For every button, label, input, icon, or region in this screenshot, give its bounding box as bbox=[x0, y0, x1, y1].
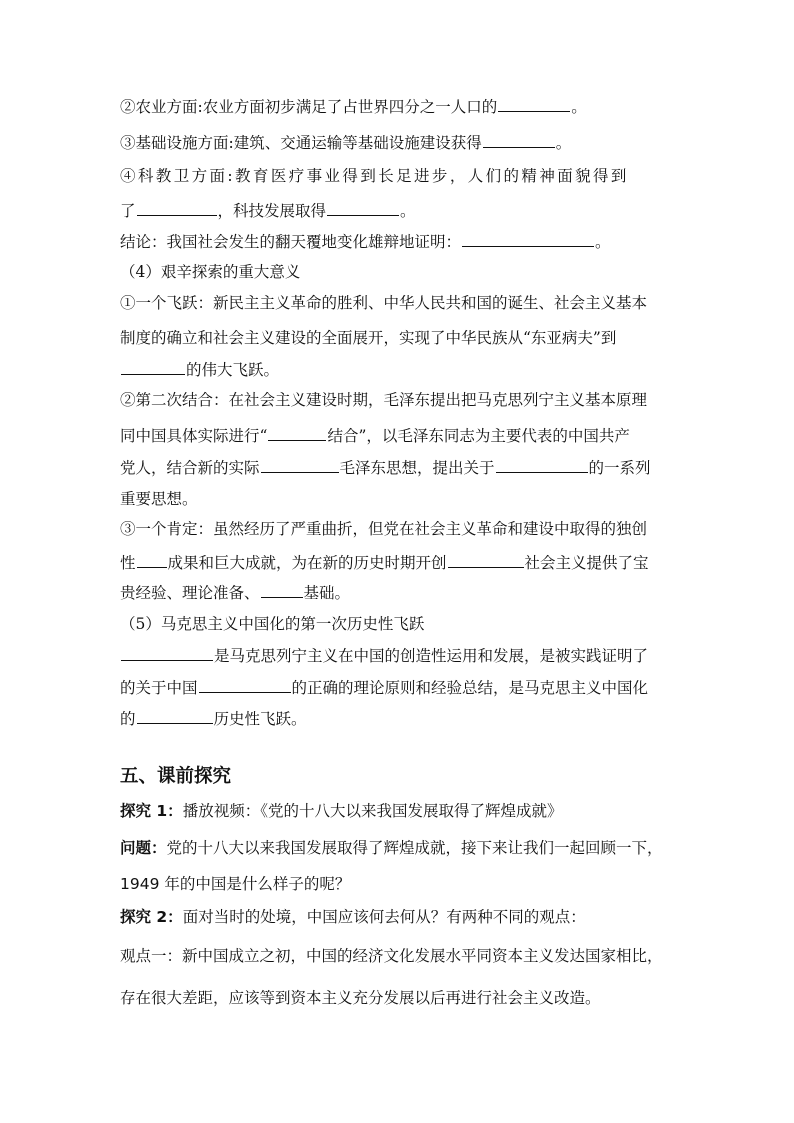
combination-line-4: 重要思想。 bbox=[120, 490, 198, 508]
punct: 。 bbox=[571, 98, 587, 116]
text: 了 bbox=[120, 202, 136, 220]
affirmation-line-2: 性 成果和巨大成就，为在新的历史时期开创 社会主义提供了宝 bbox=[120, 554, 649, 572]
explore-1-line bbox=[120, 801, 562, 821]
conclusion-line bbox=[120, 231, 611, 252]
blank-foundation bbox=[261, 582, 303, 598]
blank-china bbox=[199, 677, 291, 693]
explore-1-label: 探究 1： bbox=[120, 802, 183, 820]
blank-original bbox=[137, 552, 167, 568]
leap-line-1: ①一个飞跃：新民主主义革命的胜利、中华人民共和国的诞生、社会主义基本 bbox=[120, 294, 648, 312]
punct: 。 bbox=[400, 202, 416, 220]
blank-practice bbox=[261, 457, 339, 473]
blank-conclusion bbox=[462, 231, 594, 247]
affirmation-line-1: ③一个肯定：虽然经历了严重曲折，但党在社会主义革命和建设中取得的独创 bbox=[120, 520, 648, 538]
science-education-text: ④科教卫方面:教育医疗事业得到长足进步，人们的精神面貌得到 bbox=[120, 167, 629, 185]
first-leap-line-1: 是马克思列宁主义在中国的创造性运用和发展，是被实践证明了 bbox=[120, 645, 648, 666]
blank-leap bbox=[121, 359, 185, 375]
blank-historic bbox=[137, 708, 213, 724]
agriculture-line bbox=[120, 96, 587, 117]
blank-create bbox=[448, 552, 524, 568]
combination-line-3: 党人，结合新的实际 毛泽东思想，提出关于 的一系列 bbox=[120, 459, 651, 477]
infrastructure-line bbox=[120, 132, 571, 153]
blank-spirit bbox=[137, 200, 217, 216]
blank-agriculture bbox=[498, 96, 570, 112]
viewpoint-1-line-1: 观点一：新中国成立之初，中国的经济文化发展水平同资本主义发达国家相比， bbox=[120, 947, 663, 965]
blank-combination bbox=[268, 425, 326, 441]
section-4-title: （4）艰辛探索的重大意义 bbox=[120, 263, 301, 281]
blank-infrastructure bbox=[483, 132, 555, 148]
section-5-title: （5）马克思主义中国化的第一次历史性飞跃 bbox=[120, 615, 425, 633]
affirmation-line-3: 贵经验、理论准备、 基础。 bbox=[120, 584, 351, 602]
science-education-line bbox=[120, 166, 629, 186]
punct: 。 bbox=[555, 134, 572, 152]
question-label: 问题： bbox=[120, 839, 167, 857]
blank-mao-thought bbox=[121, 645, 213, 661]
combination-line-1: ②第二次结合：在社会主义建设时期，毛泽东提出把马克思列宁主义基本原理 bbox=[120, 391, 648, 409]
blank-about bbox=[496, 457, 588, 473]
explore-1-text: 播放视频：《党的十八大以来我国发展取得了辉煌成就》 bbox=[182, 802, 563, 820]
combination-line-2: 同中国具体实际进行“ 结合”，以毛泽东同志为主要代表的中国共产 bbox=[120, 427, 630, 445]
viewpoint-1-line-2: 存在很大差距，应该等到资本主义充分发展以后再进行社会主义改造。 bbox=[120, 989, 601, 1007]
leap-line-3: 的伟大飞跃。 bbox=[120, 359, 279, 380]
question-line-1: 问题：党的十八大以来我国发展取得了辉煌成就，接下来让我们一起回顾一下， bbox=[120, 839, 663, 857]
punct: 。 bbox=[595, 233, 611, 251]
conclusion-text: 结论：我国社会发生的翻天覆地变化雄辩地证明： bbox=[120, 233, 462, 251]
section-heading-pre-class-inquiry: 五、课前探究 bbox=[120, 766, 232, 787]
explore-2-line: 探究 2：面对当时的处境，中国应该何去何从？有两种不同的观点： bbox=[120, 908, 586, 926]
first-leap-line-2: 的关于中国 的正确的理论原则和经验总结，是马克思主义中国化 bbox=[120, 679, 649, 697]
question-line-2: 1949 年的中国是什么样子的呢？ bbox=[120, 875, 351, 893]
text: ，科技发展取得 bbox=[217, 202, 327, 220]
blank-tech bbox=[327, 200, 399, 216]
first-leap-line-3: 的 历史性飞跃。 bbox=[120, 710, 307, 728]
science-education-line-2 bbox=[120, 200, 416, 221]
infrastructure-text: ③基础设施方面:建筑、交通运输等基础设施建设获得 bbox=[120, 134, 482, 152]
agriculture-text: ②农业方面:农业方面初步满足了占世界四分之一人口的 bbox=[120, 98, 498, 116]
leap-line-2: 制度的确立和社会主义建设的全面展开，实现了中华民族从“东亚病夫”到 bbox=[120, 329, 617, 347]
explore-2-label: 探究 2： bbox=[120, 908, 183, 926]
